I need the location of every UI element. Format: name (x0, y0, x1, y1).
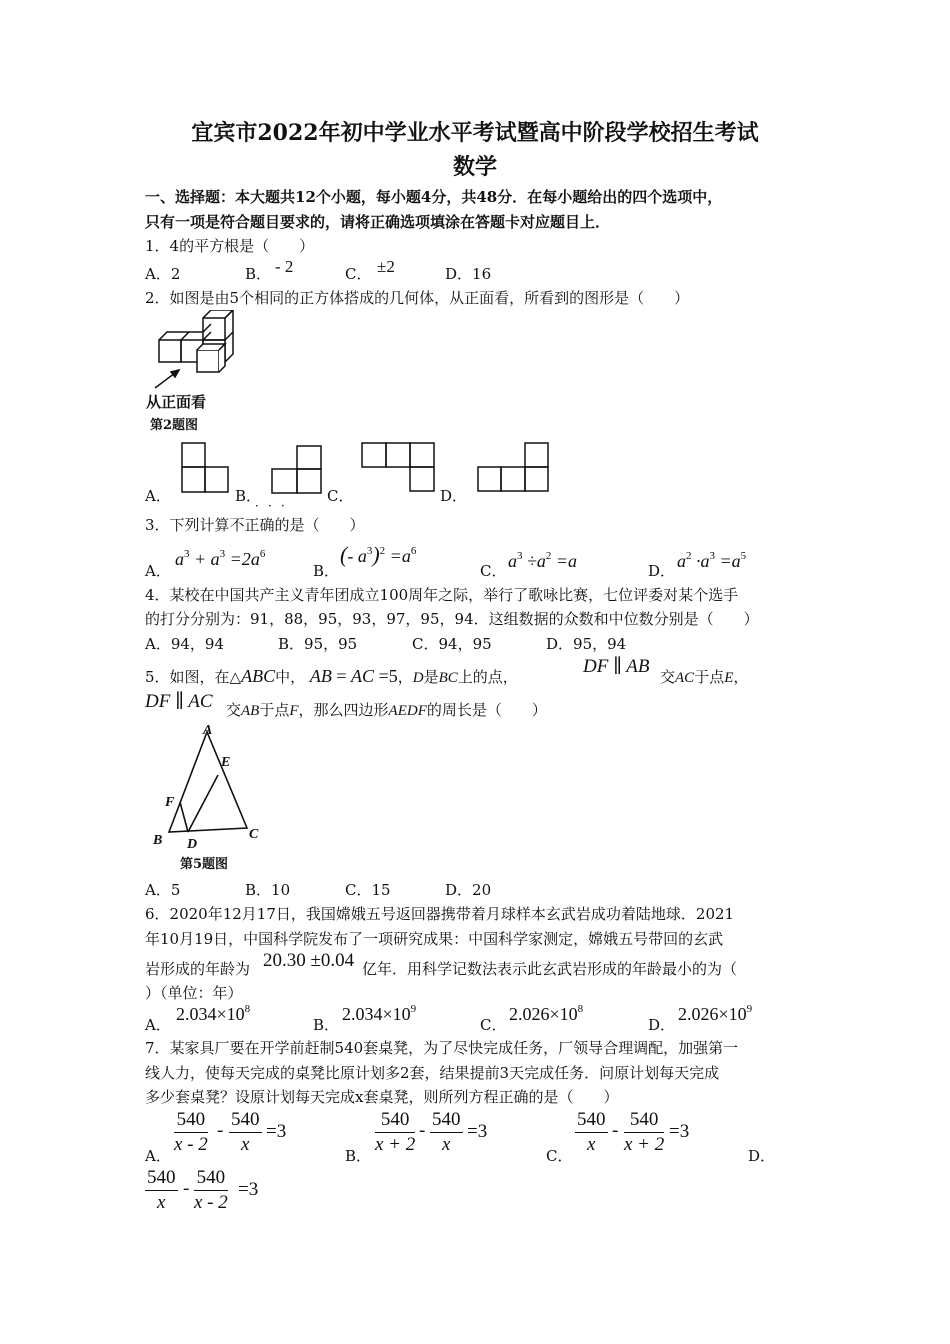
q7-option-d: D． (748, 1147, 776, 1165)
q6-option-c: C． (480, 1016, 507, 1034)
page-title: 宜宾市2022年初中学业水平考试暨高中阶段学校招生考试 (191, 120, 759, 146)
q5-df-parallel-ac: DF ∥ AC (145, 691, 213, 712)
q3-option-c: C． (480, 562, 507, 580)
q5-df-parallel-ab: DF ∥ AB (583, 656, 650, 677)
q1-option-c-value: ±2 (377, 257, 395, 276)
q7-b-fraction1: $\frac{540}{x + 2}$ (375, 1109, 416, 1155)
q1-stem: 1．4的平方根是（ ） (145, 237, 315, 255)
q6-age-value: 20.30 ±0.04 (263, 950, 355, 971)
q5-figure-caption: 第5题图 (180, 857, 229, 872)
q3-option-a: A． (145, 562, 171, 580)
q3-option-d-expr: $a^2 \cdot a^3 =a^5$ (677, 550, 747, 571)
q3-option-c-expr: $a^3 \div a^2 =a$ (508, 550, 578, 571)
q2-stem: 2．如图是由5个相同的正方体搭成的几何体，从正面看，所看到的图形是（ ） (145, 289, 690, 307)
q3-stem: 3．下列计算不正确的是（ ） (145, 516, 365, 534)
q5-option-b: B．10 (245, 881, 291, 899)
q4-option-c: C．94，95 (412, 635, 492, 653)
q2-option-c-shape (361, 442, 437, 494)
q2-figure-label: 从正面看 (146, 393, 207, 411)
section-header-line1: 一、选择题：本大题共12个小题，每小题4分，共48分．在每小题给出的四个选项中， (145, 188, 723, 206)
q2-option-d: D． (440, 487, 468, 505)
q2-option-a: A． (145, 487, 171, 505)
q5-option-d: D．20 (445, 881, 492, 899)
svg-text:B: B (153, 833, 163, 848)
q6-option-c-value: $2.026\times 10^8$ (509, 1003, 584, 1024)
q7-option-a: A． (145, 1147, 171, 1165)
q1-option-b: B． (245, 265, 272, 283)
q7-option-c: C． (546, 1147, 573, 1165)
q3-option-b: B． (313, 562, 340, 580)
svg-text:C: C (249, 827, 259, 842)
q6-stem-line4: ）（单位：年） (145, 984, 243, 1002)
q7-d-fraction2: $\frac{540}{x - 2}$ (194, 1167, 228, 1213)
q1-option-d: D．16 (445, 265, 492, 283)
q6-stem-line3a: 岩形成的年龄为 (145, 960, 251, 978)
q7-option-b: B． (345, 1147, 372, 1165)
svg-text:E: E (221, 755, 231, 770)
q2-option-d-shape (477, 442, 551, 494)
page-subtitle: 数学 (452, 154, 497, 180)
svg-text:D: D (187, 837, 198, 852)
q1-option-b-value: - 2 (275, 257, 294, 276)
q2-option-c: C． (327, 487, 354, 505)
q1-option-c: C． (345, 265, 372, 283)
q7-c-fraction2: $\frac{540}{x + 2}$ (624, 1109, 665, 1155)
q4-stem-line2: 的打分分别为：91，88，95，93，97，95，94．这组数据的众数和中位数分别是（ ） (145, 610, 759, 628)
q7-b-equals: =3 (467, 1121, 488, 1142)
q7-a-equals: =3 (266, 1121, 287, 1142)
q6-option-a-value: $2.034\times 10^8$ (176, 1003, 251, 1024)
q2-cube-drawing (145, 310, 245, 430)
q6-option-d-value: $2.026\times 10^9$ (678, 1003, 753, 1024)
q7-d-minus: - (183, 1178, 190, 1199)
q4-stem-line1: 4．某校在中国共产主义青年团成立100周年之际，举行了歌咏比赛，七位评委对某个选手 (145, 586, 739, 604)
q4-option-a: A．94，94 (145, 635, 225, 653)
q7-c-minus: - (612, 1120, 619, 1141)
q7-d-fraction1: $\frac{540}{x}$ (147, 1167, 176, 1213)
q6-option-a: A． (145, 1016, 171, 1034)
q3-option-a-expr: $a^3 + a^3 =2a^6$ (175, 548, 266, 569)
q3-option-b-expr: (- $a^3)^2 =a^6$ (340, 542, 417, 567)
q5-triangle-figure (145, 720, 275, 870)
q7-stem-line1: 7．某家具厂要在开学前赶制540套桌凳，为了尽快完成任务，厂领导合理调配，加强第一 (145, 1039, 739, 1057)
svg-text:A: A (203, 723, 213, 738)
q5-stem-line1: 5．如图，在△ABC中， AB = AC =5，D是BC上的点， (145, 666, 518, 686)
q5-option-c: C．15 (345, 881, 391, 899)
q7-a-fraction1: $\frac{540}{x - 2}$ (174, 1109, 208, 1155)
q6-stem-line2: 年10月19日，中国科学院发布了一项研究成果：中国科学家测定，嫦娥五号带回的玄武 (145, 930, 724, 948)
q5-option-a: A．5 (145, 881, 181, 899)
q2-emphasis-dots: ．．． (255, 495, 301, 509)
q7-b-minus: - (419, 1120, 426, 1141)
q7-d-equals: =3 (238, 1179, 259, 1200)
q6-stem-line1: 6．2020年12月17日，我国嫦娥五号返回器携带着月球样本玄武岩成功着陆地球．2021 (145, 905, 735, 923)
q5-stem-line2: 交AB于点F，那么四边形AEDF的周长是（ ） (226, 701, 547, 719)
q2-option-b: B． (235, 487, 262, 505)
q2-option-b-shape (271, 445, 323, 495)
q4-option-b: B．95，95 (278, 635, 358, 653)
q1-option-a: A．2 (145, 265, 181, 283)
q7-a-fraction2: $\frac{540}{x}$ (231, 1109, 260, 1155)
q7-c-equals: =3 (669, 1121, 690, 1142)
q7-c-fraction1: $\frac{540}{x}$ (577, 1109, 606, 1155)
q7-a-minus: - (217, 1120, 224, 1141)
q6-option-b-value: $2.034\times 10^9$ (342, 1003, 417, 1024)
q2-figure-caption: 第2题图 (150, 418, 199, 433)
q7-b-fraction2: $\frac{540}{x}$ (432, 1109, 461, 1155)
q2-option-a-shape (181, 442, 229, 494)
q5-stem-line1-end: 交AC于点E， (660, 668, 749, 686)
q2-figure (145, 310, 245, 430)
q6-option-b: B． (313, 1016, 340, 1034)
q3-option-d: D． (648, 562, 676, 580)
q7-stem-line2: 线人力，使每天完成的桌凳比原计划多2套，结果提前3天完成任务．问原计划每天完成 (145, 1064, 720, 1082)
q4-option-d: D．95，94 (546, 635, 627, 653)
section-header-line2: 只有一项是符合题目要求的，请将正确选项填涂在答题卡对应题目上． (145, 213, 611, 231)
svg-text:F: F (165, 795, 175, 810)
q6-stem-line3b: 亿年．用科学记数法表示此玄武岩形成的年龄最小的为（ (362, 960, 738, 978)
q7-stem-line3: 多少套桌凳？设原计划每天完成x套桌凳，则所列方程正确的是（ ） (145, 1088, 619, 1106)
q6-option-d: D． (648, 1016, 676, 1034)
